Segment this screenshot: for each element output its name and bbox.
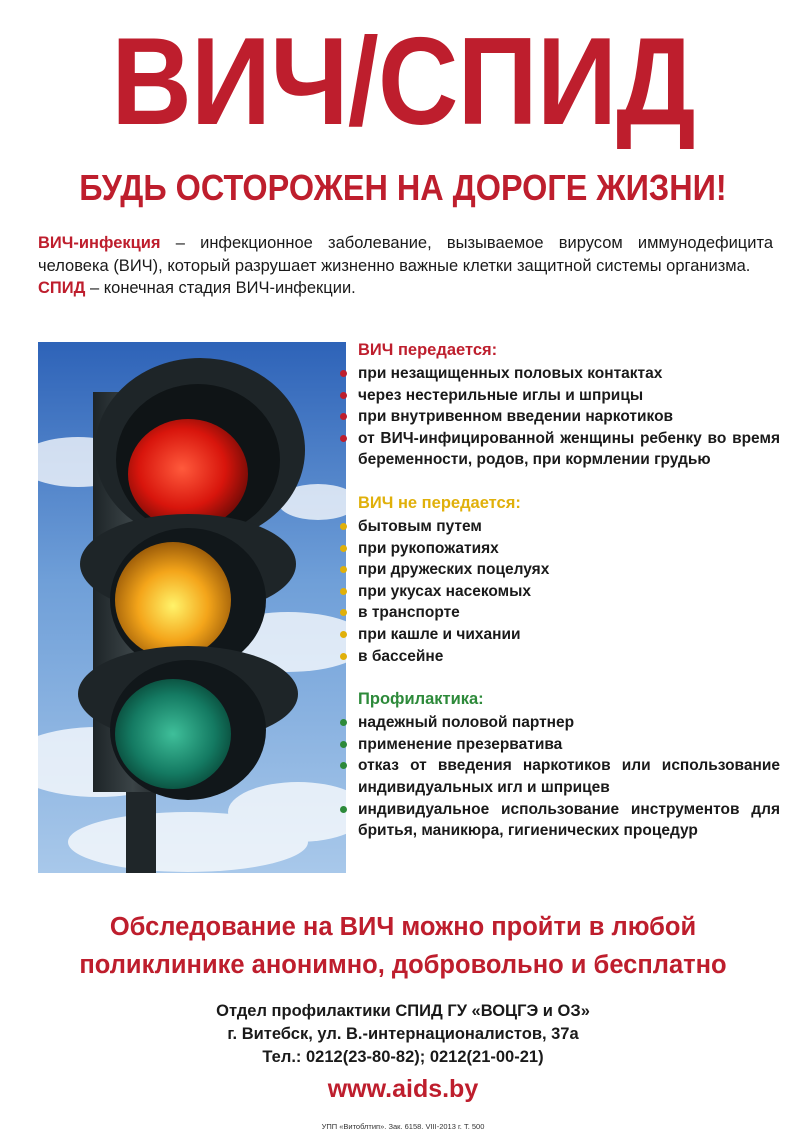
bullet-icon	[340, 806, 347, 813]
list-item: от ВИЧ-инфицированной женщины ребенку во время беременности, родов, при кормлении грудью	[340, 428, 780, 471]
not-transmitted-section	[340, 493, 780, 667]
hiv-definition	[38, 232, 773, 277]
prevention-list	[340, 712, 780, 842]
testing-line-2: поликлинике анонимно, добровольно и бесплатно	[79, 951, 727, 979]
info-lists	[340, 340, 780, 864]
list-item: в бассейне	[340, 646, 780, 668]
list-item: при незащищенных половых контактах	[340, 363, 780, 385]
list-item: при рукопожатиях	[340, 538, 780, 560]
transmitted-title: ВИЧ передается:	[358, 341, 498, 359]
aids-definition	[38, 277, 773, 300]
list-item: в транспорте	[340, 602, 780, 624]
bullet-icon	[340, 609, 347, 616]
list-item: бытовым путем	[340, 516, 780, 538]
contact-address: г. Витебск, ул. В.-интернационалистов, 37а	[227, 1025, 579, 1043]
bullet-icon	[340, 719, 347, 726]
bullet-icon	[340, 413, 347, 420]
traffic-light-image	[38, 342, 346, 873]
transmitted-section	[340, 340, 780, 471]
website-link[interactable]: www.aids.by	[327, 1075, 479, 1103]
list-item: при кашле и чихании	[340, 624, 780, 646]
contact-block	[0, 1000, 806, 1069]
bullet-icon	[340, 762, 347, 769]
intro-text	[38, 232, 773, 300]
not-transmitted-title: ВИЧ не передается:	[358, 493, 521, 512]
list-item: при укусах насекомых	[340, 581, 780, 603]
list-item: при внутривенном введении наркотиков	[340, 406, 780, 428]
contact-org: Отдел профилактики СПИД ГУ «ВОЦГЭ и ОЗ»	[216, 1002, 590, 1020]
bullet-icon	[340, 741, 347, 748]
poster-title: ВИЧ/СПИД	[111, 13, 695, 151]
bullet-icon	[340, 566, 347, 573]
transmitted-list	[340, 363, 780, 471]
list-item: при дружеских поцелуях	[340, 559, 780, 581]
bullet-icon	[340, 435, 347, 442]
prevention-section	[340, 689, 780, 842]
print-info: УПП «Витоблтип». Зак. 6158. VIII-2013 г. Т. 500	[321, 1122, 485, 1131]
bullet-icon	[340, 392, 347, 399]
bullet-icon	[340, 631, 347, 638]
contact-phones: Тел.: 0212(23-80-82); 0212(21-00-21)	[262, 1048, 544, 1066]
poster-subtitle: БУДЬ ОСТОРОЖЕН НА ДОРОГЕ ЖИЗНИ!	[79, 167, 727, 208]
bullet-icon	[340, 523, 347, 530]
testing-message	[0, 908, 806, 984]
list-item: надежный половой партнер	[340, 712, 780, 734]
hiv-term: ВИЧ-инфекция	[38, 234, 161, 252]
testing-line-1: Обследование на ВИЧ можно пройти в любой	[109, 913, 697, 941]
list-item: через нестерильные иглы и шприцы	[340, 385, 780, 407]
bullet-icon	[340, 588, 347, 595]
aids-definition-text: – конечная стадия ВИЧ-инфекции.	[85, 279, 356, 297]
not-transmitted-list	[340, 516, 780, 667]
bullet-icon	[340, 653, 347, 660]
bullet-icon	[340, 545, 347, 552]
bullet-icon	[340, 370, 347, 377]
aids-term: СПИД	[38, 279, 86, 297]
list-item: применение презерватива	[340, 734, 780, 756]
list-item: индивидуальное использование инструментов для бритья, маникюра, гигиенических процедур	[340, 799, 780, 842]
prevention-title: Профилактика:	[358, 690, 484, 709]
list-item: отказ от введения наркотиков или использование индивидуальных игл и шприцев	[340, 755, 780, 798]
hiv-definition-text: – инфекционное заболевание, вызываемое вирусом иммунодефицита человека (ВИЧ), который разрушает жизненно важные клетки защитной системы организма.	[38, 234, 773, 275]
